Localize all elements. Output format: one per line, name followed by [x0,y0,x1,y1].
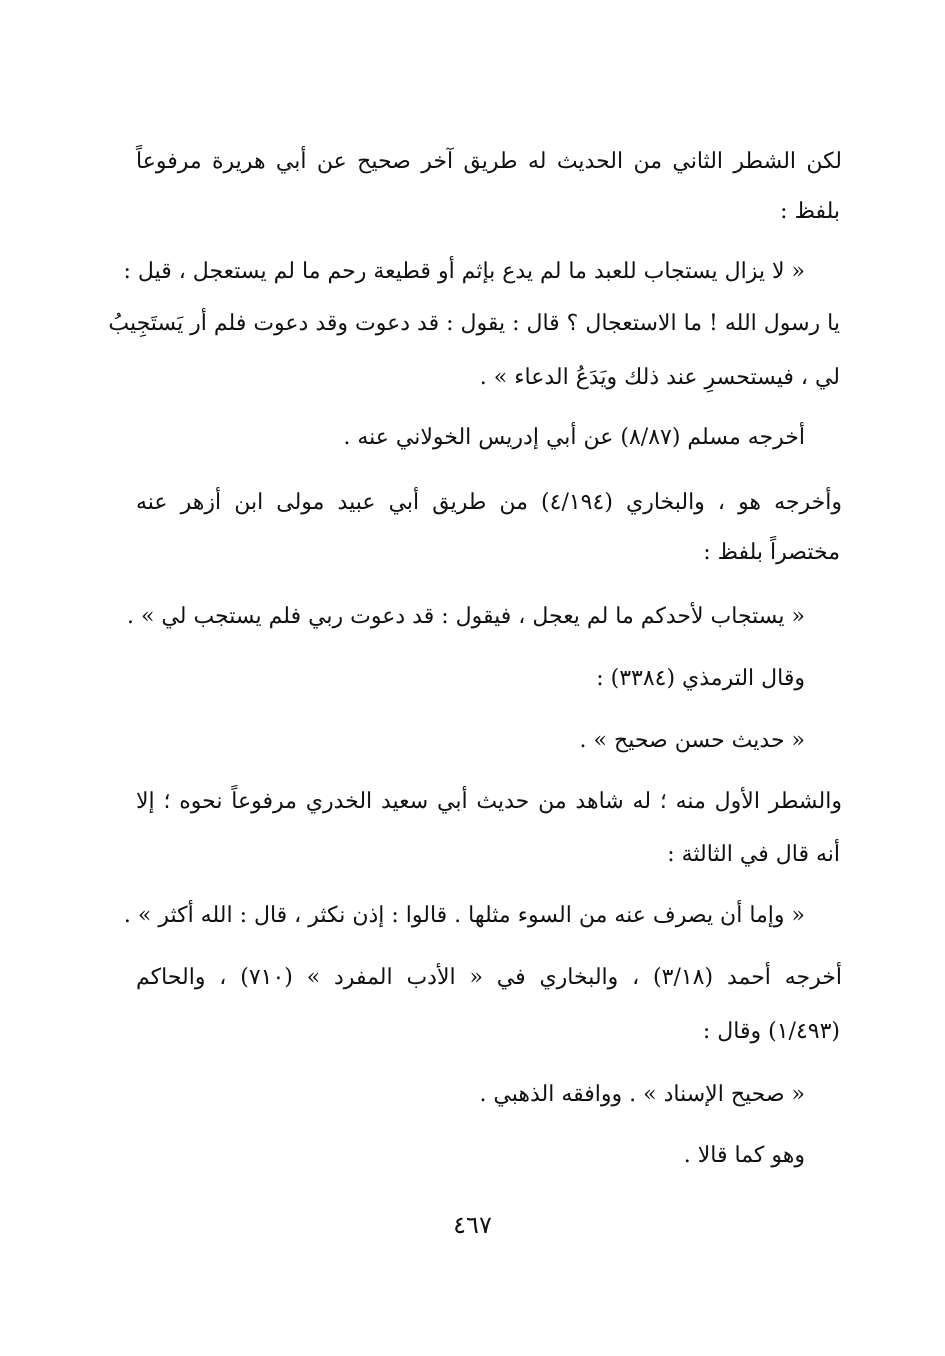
paragraph-12-line-1: وهو كما قالا . [683,1143,805,1168]
page-number: ٤٦٧ [453,1211,492,1239]
paragraph-4-line-2: مختصراً بلفظ : [703,540,840,565]
paragraph-5-line-1: « يستجاب لأحدكم ما لم يعجل ، فيقول : قد دعوت ربي فلم يستجب لي » . [126,604,805,629]
paragraph-8-line-2: أنه قال في الثالثة : [667,842,840,867]
paragraph-1-line-1: لكن الشطر الثاني من الحديث له طريق آخر صحيح عن أبي هريرة مرفوعاً [136,149,842,174]
paragraph-8-line-1: والشطر الأول منه ؛ له شاهد من حديث أبي سعيد الخدري مرفوعاً نحوه ؛ إلا [136,789,842,814]
paragraph-11-line-1: « صحيح الإسناد » . ووافقه الذهبي . [479,1082,805,1107]
paragraph-4-line-1: وأخرجه هو ، والبخاري (٤/١٩٤) من طريق أبي عبيد مولى ابن أزهر عنه [136,490,842,515]
paragraph-2-line-2: يا رسول الله ! ما الاستعجال ؟ قال : يقول : قد دعوت وقد دعوت فلم أر يَستَجِيبُ [108,311,840,336]
paragraph-9-line-1: « وإما أن يصرف عنه من السوء مثلها . قالوا : إذن نكثر ، قال : الله أكثر » . [123,903,805,928]
paragraph-3-line-1: أخرجه مسلم (٨/٨٧) عن أبي إدريس الخولاني عنه . [343,425,805,450]
paragraph-7-line-1: « حديث حسن صحيح » . [579,728,805,753]
paragraph-1-line-2: بلفظ : [780,199,840,224]
paragraph-10-line-2: (١/٤٩٣) وقال : [702,1019,840,1044]
paragraph-10-line-1: أخرجه أحمد (٣/١٨) ، والبخاري في « الأدب المفرد » (٧١٠) ، والحاكم [136,965,843,990]
paragraph-6-line-1: وقال الترمذي (٣٣٨٤) : [596,666,805,691]
paragraph-2-line-1: « لا يزال يستجاب للعبد ما لم يدع بإثم أو قطيعة رحم ما لم يستعجل ، قيل : [123,259,805,284]
paragraph-2-line-3: لي ، فيستحسرِ عند ذلك ويَدَعُ الدعاء » . [479,365,840,390]
